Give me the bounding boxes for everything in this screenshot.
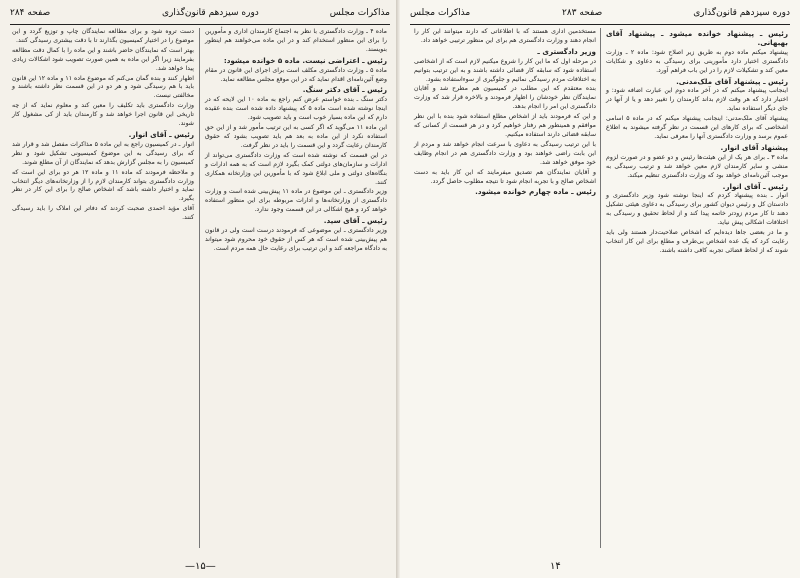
paragraph: وزارت دادگستری باید تکلیف را معین کند و معلوم نماید که از چه تاریخی این قانون اجرا خواهد شد و کارمندان باید از کی مشغول کار شوند. bbox=[12, 102, 194, 128]
paragraph: آقای مؤید احمدی صحبت کردند که دفاتر این املاک را باید رسیدگی کنند. bbox=[12, 205, 194, 222]
paragraph: وزیر دادگستری ـ این موضوعی که فرمودند درست است ولی در قانون هم پیش‌بینی شده است که هر کس از حقوق خود محروم شود میتواند به دادگاه مراجعه کند و این ترتیب برای رعایت حال همه مردم است. bbox=[205, 227, 387, 252]
speaker-line: رئیس ـ آقای سید. bbox=[323, 216, 387, 226]
column-divider bbox=[199, 28, 200, 548]
paragraph: در مرحله اول که ما این کار را شروع میکنیم لازم است که از اشخاصی استفاده شود که سابقه کار قضائی داشته باشند و به این ترتیب بتوانیم به اختلافات مردم رسیدگی نمائیم و جلوگیری از سوء‌استفاده بشود. bbox=[414, 57, 596, 83]
paragraph: اظهار کنند و بنده گمان می‌کنم که موضوع ماده ۱۱ و ماده ۱۲ این قانون باید با هم رسیدگی شود و هر دو در این قسمت نظر داشته باشند و مخالفتی نیست. bbox=[12, 74, 194, 100]
page-number-label: صفحه ۲۸۴ bbox=[10, 8, 51, 18]
header-title: مذاکرات مجلس bbox=[410, 8, 471, 18]
speaker-line: رئیس ـ آقای دکتر سنگ. bbox=[302, 85, 387, 95]
paragraph: و ملاحظه فرمودند که ماده ۱۱ و ماده ۱۲ هر دو برای این است که وزارت دادگستری بتواند کارمندان لازم را از وزارتخانه‌های دیگر انتخاب نماید و اختیار داشته باشد که اشخاص صالح را برای این کار در نظر بگیرد. bbox=[12, 168, 194, 203]
column-divider bbox=[600, 28, 601, 548]
paragraph: ماده ۳ ـ برای هر یک از این هیئت‌ها رئیس و دو عضو و در صورت لزوم منشی و سایر کارمندان لازم معین خواهد شد و ترتیب رسیدگی به موجب آئین‌نامه‌ای خواهد بود که وزارت دادگستری تنظیم میکند. bbox=[606, 153, 788, 179]
paragraph: مستخدمین اداری هستند که با اطلاعاتی که دارند میتوانند این کار را انجام دهند و وزارت دادگستری هم برای این منظور ترتیبی خواهد داد. bbox=[414, 28, 596, 44]
session-label: دوره سیزدهم قانون‌گذاری bbox=[693, 8, 790, 18]
paragraph: و ما در بعضی جاها دیده‌ایم که اشخاص صلاحیت‌دار هستند ولی باید رعایت کرد که یک عده اشخاص بی‌طرف و مطلع برای این کار انتخاب شوند که از لحاظ قضائی تجربه کافی داشته باشند. bbox=[606, 229, 788, 254]
paragraph: اینجانب پیشنهاد میکنم که در آخر ماده دوم این عبارت اضافه شود: و اختیار دارد که هر وقت لازم بداند کارمندان را تغییر دهد و یا از آنها در جای دیگر استفاده نماید. bbox=[606, 87, 788, 113]
paragraph: در این قسمت که نوشته شده است که وزارت دادگستری می‌تواند از ادارات و سازمان‌های دولتی کمک بگیرد لازم است که به همه ادارات و بنگاه‌های دولتی و ملی ابلاغ شود که با مأمورین این وزارتخانه همکاری کنند. bbox=[205, 151, 387, 186]
right-page bbox=[400, 0, 800, 578]
column-left bbox=[414, 28, 596, 198]
header-rule bbox=[410, 24, 790, 25]
speaker-line: وزیر دادگستری ـ bbox=[537, 46, 596, 56]
column-left bbox=[12, 28, 194, 224]
speaker-line: رئیس ـ پیشنهاد خوانده میشود ـ پیشنهاد آقای بهبهانی. bbox=[606, 29, 788, 47]
speaker-line: پیشنهاد آقای انوار. bbox=[720, 142, 788, 152]
header-title: مذاکرات مجلس bbox=[329, 8, 390, 18]
paragraph: وزیر دادگستری ـ این موضوع در ماده ۱۱ پیش‌بینی شده است و وزارت دادگستری از وزارتخانه‌ها و ادارات مربوطه برای این منظور استفاده خواهد کرد و هیچ اشکالی در این قسمت وجود ندارد. bbox=[205, 188, 387, 214]
paragraph: انوار ـ بنده پیشنهاد کردم که اینجا نوشته شود وزیر دادگستری و دادستان کل و رئیس دیوان کشور برای رسیدگی به دعاوی هیئتی تشکیل دهند تا کار مردم زودتر خاتمه پیدا کند و از لحاظ تحقیق و رسیدگی به اختلافات اشکالی پیش نیاید. bbox=[606, 192, 788, 227]
paragraph: با این ترتیب رسیدگی به دعاوی با سرعت انجام خواهد شد و مردم از این بابت راضی خواهند بود و وزارت دادگستری هم در انجام وظایف خود موفق خواهد شد. bbox=[414, 140, 596, 166]
header-rule bbox=[10, 24, 390, 25]
paragraph: پیشنهاد آقای ملک‌مدنی: اینجانب پیشنهاد میکنم که در ماده ۵ اسامی اشخاصی که برای کارهای این قسمت در نظر گرفته میشوند به اطلاع عموم برسد و وزارت دادگستری آنها را معرفی نماید. bbox=[606, 115, 788, 140]
paragraph: ماده ۵ ـ وزارت دادگستری مکلف است برای اجرای این قانون در مقام وضع آئین‌نامه‌ای اقدام نماید که در این موقع مجلس مطالعه نماید. bbox=[205, 66, 387, 83]
speaker-line: رئیس ـ ماده چهارم خوانده میشود. bbox=[475, 187, 596, 197]
right-page-header bbox=[410, 6, 790, 24]
left-page-header bbox=[10, 6, 390, 24]
paragraph: دکتر سنگ ـ بنده خواستم عرض کنم راجع به ماده ۱۰ این لایحه که در اینجا نوشته شده است ماده ۵ که پیشنهاد داده شده است بنده عقیده دارم که این ماده بسیار خوب است و باید تصویب شود. bbox=[205, 96, 388, 122]
speaker-line: رئیس ـ آقای انوار. bbox=[722, 181, 788, 191]
paragraph: بنده معتقدم که این مطلب در کمیسیون هم مطرح شد و آقایان نمایندگان نظر خودشان را اظهار فرمودند و بالاخره قرار شد که وزارت دادگستری این امر را انجام بدهد. bbox=[414, 85, 596, 111]
page-footer-number: ۱۴ bbox=[550, 561, 561, 572]
paragraph: بهتر است که نمایندگان حاضر باشند و این ماده را با کمال دقت مطالعه بفرمایند زیرا اگر این ماده به همین صورت تصویب شود اشکالات زیادی پیدا خواهد شد. bbox=[12, 46, 194, 72]
paragraph: ماده ۴ ـ وزارت دادگستری با نظر به اجتماع کارمندان اداری و مأمورین را برای این منظور استخدام کند و در این ماده می‌خواهند هم اینطور بنویسند. bbox=[205, 28, 387, 53]
paragraph: پیشنهاد میکنم ماده دوم به طریق زیر اصلاح شود: ماده ۲ ـ وزارت دادگستری اختیار دارد مأمورینی برای رسیدگی به دعاوی و شکایات معین کند و تشکیلات لازم را در این باب فراهم آورد. bbox=[606, 48, 789, 74]
paragraph: انوار ـ در کمیسیون راجع به این ماده ۵ مذاکرات مفصل شد و قرار شد که برای رسیدگی به این موضوع کمیسیونی تشکیل شود و نظر کمیسیون را به مجلس گزارش بدهد که نمایندگان از آن مطلع شوند. bbox=[12, 140, 194, 166]
paragraph: و این که فرمودند باید از اشخاص مطلع استفاده شود بنده با این نظر موافقم و همینطور هم رفتار خواهیم کرد و در هر قسمت از کسانی که سابقه قضائی دارند استفاده میکنیم. bbox=[414, 113, 596, 138]
column-right bbox=[606, 28, 788, 257]
page-footer-number: —۱۵— bbox=[185, 561, 216, 572]
speaker-line: رئیس ـ آقای انوار. bbox=[128, 129, 194, 139]
paragraph: و آقایان نمایندگان هم تصدیق میفرمایند که این کار باید به دست اشخاص صالح و با تجربه انجام شود تا نتیجه مطلوب حاصل گردد. bbox=[414, 168, 596, 185]
paragraph: این ماده ۱۱ می‌گوید که اگر کسی به این ترتیب مأمور شد و از این حق استفاده نکرد از این ماده به بعد هم باید تصویب بشود که حقوق کارمندان رعایت گردد و این قسمت را باید در نظر گرفت. bbox=[205, 124, 387, 149]
speaker-line: رئیس ـ پیشنهاد آقای ملک‌مدنی. bbox=[676, 76, 788, 86]
paragraph: دست تروه شود و برای مطالعه نمایندگان چاپ و توزیع گردد و این موضوع را در اختیار کمیسیون بگذارند تا با دقت بیشتری رسیدگی کنند. bbox=[12, 28, 194, 44]
column-right bbox=[205, 28, 387, 255]
page-number-label: صفحه ۲۸۳ bbox=[562, 8, 603, 18]
session-label: دوره سیزدهم قانون‌گذاری bbox=[162, 8, 259, 18]
speaker-line: رئیس ـ اعتراضی نیست. ماده ۵ خوانده میشود: bbox=[223, 55, 387, 65]
